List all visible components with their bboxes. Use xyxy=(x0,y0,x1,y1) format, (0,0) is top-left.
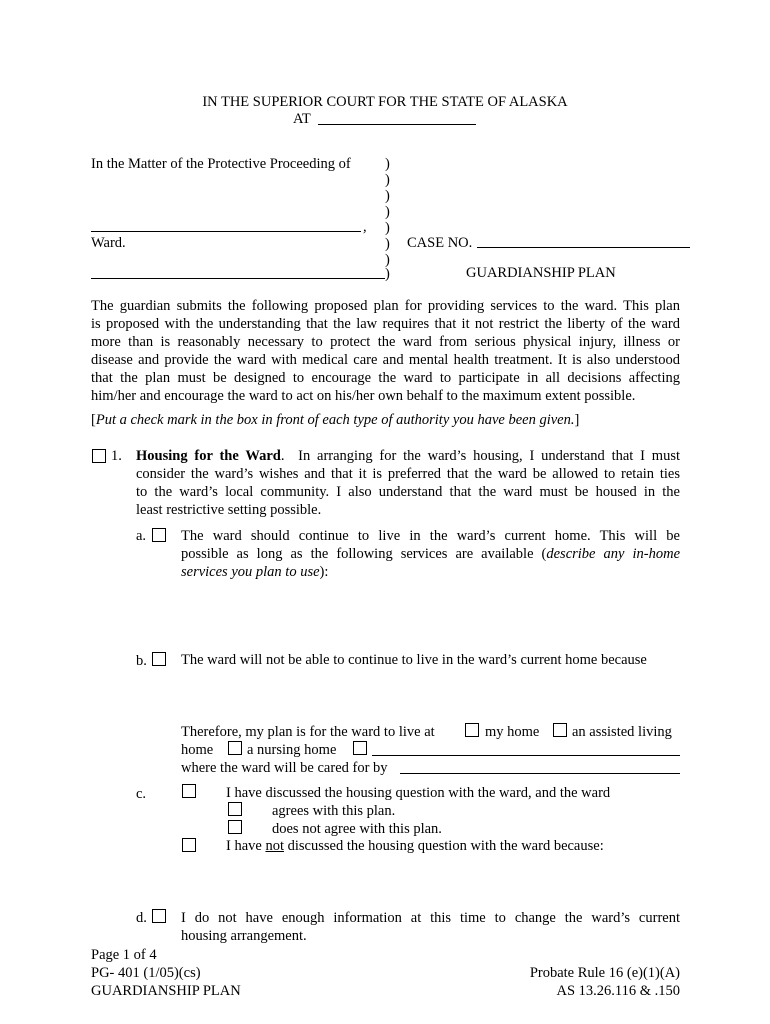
second-name-blank[interactable] xyxy=(91,278,385,279)
assisted-living-label: an assisted living xyxy=(572,724,672,740)
case-no-label: CASE NO. xyxy=(407,235,473,251)
item-a-line: services you plan to use): xyxy=(181,564,329,580)
document-title: GUARDIANSHIP PLAN xyxy=(466,265,616,281)
item-c-letter: c. xyxy=(136,786,147,802)
location-blank[interactable] xyxy=(318,124,476,125)
ward-name-blank[interactable] xyxy=(91,231,361,232)
item-b-text: The ward will not be able to continue to live in the ward’s current home because xyxy=(181,652,647,668)
section-1-line: to the ward’s local community. I also understand that the ward must be housed in the xyxy=(136,484,680,500)
intro-line: is proposed with the understanding that the law requires that it not restrict the liberty of the ward xyxy=(91,316,680,332)
item-d-checkbox[interactable] xyxy=(152,909,166,923)
paren: ) xyxy=(385,252,390,268)
comma: , xyxy=(363,219,367,235)
matter-label: In the Matter of the Protective Proceeding of xyxy=(91,156,351,172)
form-title: GUARDIANSHIP PLAN xyxy=(91,983,241,999)
not-agree-checkbox[interactable] xyxy=(228,820,242,834)
item-a-line: The ward should continue to live in the ward’s current home. This will be xyxy=(181,528,680,544)
plan-location-text: Therefore, my plan is for the ward to live at xyxy=(181,724,435,740)
item-a-line: possible as long as the following services are available (describe any in-home xyxy=(181,546,681,562)
item-d-letter: d. xyxy=(136,910,147,926)
section-1-line: Housing for the Ward. In arranging for the ward’s housing, I understand that I must xyxy=(136,448,681,464)
agrees-checkbox[interactable] xyxy=(228,802,242,816)
paren: ) xyxy=(385,220,390,236)
section-1-number: 1. xyxy=(111,448,122,464)
case-no-blank[interactable] xyxy=(477,247,690,248)
paren: ) xyxy=(385,266,390,282)
cared-for-label: where the ward will be cared for by xyxy=(181,760,388,776)
item-d-line: housing arrangement. xyxy=(181,928,307,944)
intro-line: more than is reasonably necessary to protect the ward from serious physical injury, illness or xyxy=(91,334,680,350)
court-location: AT xyxy=(293,111,311,127)
home-word: home xyxy=(181,742,214,758)
my-home-checkbox[interactable] xyxy=(465,723,479,737)
my-home-label: my home xyxy=(485,724,540,740)
section-1-line: consider the ward’s wishes and that it is preferred that the ward be allowed to retain ties xyxy=(136,466,680,482)
statute-reference: AS 13.26.116 & .150 xyxy=(556,983,680,999)
intro-line: him/her and encourage the ward to act on his/her own behalf to the maximum extent possible. xyxy=(91,388,636,404)
paren: ) xyxy=(385,172,390,188)
court-heading: IN THE SUPERIOR COURT FOR THE STATE OF ALASKA xyxy=(202,94,568,110)
not-discussed-checkbox[interactable] xyxy=(182,838,196,852)
intro-line: that the plan must be designed to encourage the ward to participate in all decisions affecting xyxy=(91,370,680,386)
section-1-heading: Housing for the Ward xyxy=(136,448,281,464)
cared-for-blank[interactable] xyxy=(400,773,680,774)
instruction-note: [Put a check mark in the box in front of each type of authority you have been given.] xyxy=(91,412,580,428)
intro-line: disease and provide the ward with medical care and mental health treatment. It is also understood xyxy=(91,352,680,368)
nursing-home-label: a nursing home xyxy=(247,742,337,758)
paren: ) xyxy=(385,236,390,252)
other-location-checkbox[interactable] xyxy=(353,741,367,755)
paren: ) xyxy=(385,204,390,220)
discussed-checkbox[interactable] xyxy=(182,784,196,798)
item-b-checkbox[interactable] xyxy=(152,652,166,666)
section-1-line: least restrictive setting possible. xyxy=(136,502,322,518)
paren: ) xyxy=(385,156,390,172)
not-discussed-label: I have not discussed the housing question with the ward because: xyxy=(226,838,604,854)
item-d-line: I do not have enough information at this time to change the ward’s current xyxy=(181,910,680,926)
other-location-blank[interactable] xyxy=(372,755,680,756)
section-1-checkbox[interactable] xyxy=(92,449,106,463)
probate-rule: Probate Rule 16 (e)(1)(A) xyxy=(529,965,680,981)
ward-label: Ward. xyxy=(91,235,126,251)
page-number: Page 1 of 4 xyxy=(91,947,157,963)
item-b-letter: b. xyxy=(136,653,147,669)
intro-line: The guardian submits the following proposed plan for providing services to the ward. This plan xyxy=(91,298,680,314)
item-a-checkbox[interactable] xyxy=(152,528,166,542)
not-agree-label: does not agree with this plan. xyxy=(272,821,442,837)
item-a-letter: a. xyxy=(136,528,147,544)
form-number: PG- 401 (1/05)(cs) xyxy=(91,965,201,981)
assisted-living-checkbox[interactable] xyxy=(553,723,567,737)
discussed-label: I have discussed the housing question with the ward, and the ward xyxy=(226,785,611,801)
nursing-home-checkbox[interactable] xyxy=(228,741,242,755)
paren: ) xyxy=(385,188,390,204)
agrees-label: agrees with this plan. xyxy=(272,803,396,819)
